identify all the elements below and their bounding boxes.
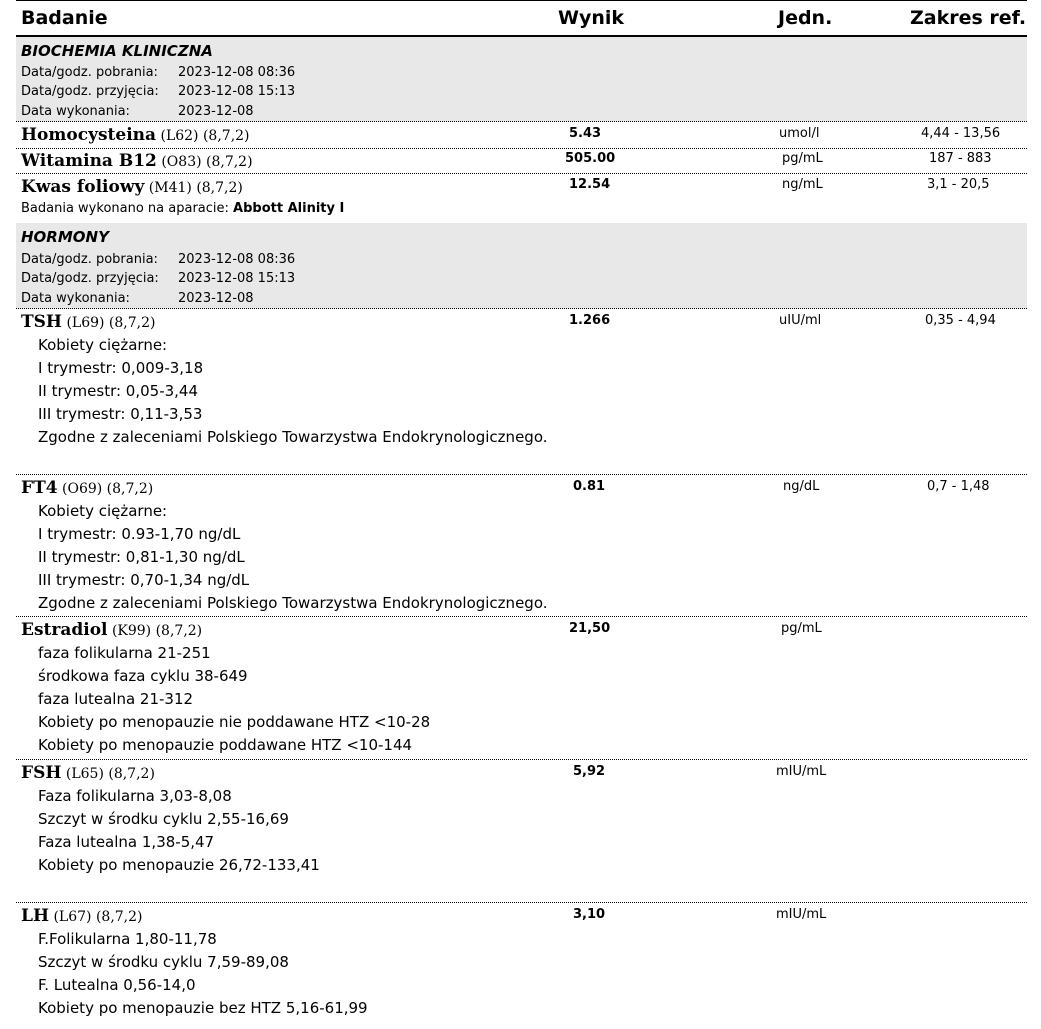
- section-title: BIOCHEMIA KLINICZNA: [21, 42, 213, 60]
- row-divider: [16, 121, 1027, 122]
- reference-note: I trymestr: 0,009-3,18: [38, 359, 204, 377]
- device-info: Badania wykonano na aparacie: Abbott Alinity I: [21, 201, 345, 216]
- result-value: 0.81: [573, 479, 606, 494]
- meta-value: 2023-12-08 08:36: [178, 65, 296, 80]
- result-value: 1.266: [569, 313, 611, 328]
- result-unit: mIU/mL: [776, 907, 827, 922]
- result-value: 21,50: [569, 621, 611, 636]
- reference-range: 0,7 - 1,48: [927, 479, 990, 494]
- meta-label: Data/godz. przyjęcia:: [21, 271, 159, 286]
- meta-label: Data wykonania:: [21, 104, 130, 119]
- header-zakres: Zakres ref.: [910, 7, 1027, 29]
- test-name-b12: Witamina B12 (O83) (8,7,2): [21, 151, 253, 171]
- test-name-fsh: FSH (L65) (8,7,2): [21, 763, 155, 783]
- meta-value: 2023-12-08: [178, 104, 254, 119]
- row-divider: [16, 148, 1027, 149]
- reference-note: Kobiety po menopauzie 26,72-133,41: [38, 856, 320, 874]
- reference-note: Kobiety ciężarne:: [38, 336, 168, 354]
- reference-note: Faza lutealna 1,38-5,47: [38, 833, 215, 851]
- reference-note: II trymestr: 0,05-3,44: [38, 382, 199, 400]
- result-value: 12.54: [569, 177, 611, 192]
- reference-note: F.Folikularna 1,80-11,78: [38, 930, 217, 948]
- reference-note: Kobiety po menopauzie poddawane HTZ <10-144: [38, 736, 413, 754]
- result-unit: ng/mL: [782, 177, 823, 192]
- test-name-ft4: FT4 (O69) (8,7,2): [21, 478, 154, 498]
- reference-note: Faza folikularna 3,03-8,08: [38, 787, 232, 805]
- reference-note: Szczyt w środku cyklu 7,59-89,08: [38, 953, 289, 971]
- section-hormony: [16, 223, 1027, 309]
- result-unit: pg/mL: [782, 151, 823, 166]
- reference-range: 4,44 - 13,56: [921, 126, 1001, 141]
- row-divider: [16, 308, 1027, 309]
- row-divider: [16, 474, 1027, 475]
- header-badanie: Badanie: [21, 7, 108, 29]
- result-unit: pg/mL: [781, 621, 822, 636]
- reference-note: Kobiety ciężarne:: [38, 502, 168, 520]
- meta-value: 2023-12-08 15:13: [178, 271, 296, 286]
- row-divider: [16, 616, 1027, 617]
- result-unit: umol/l: [779, 126, 820, 141]
- meta-value: 2023-12-08 08:36: [178, 252, 296, 267]
- meta-value: 2023-12-08 15:13: [178, 84, 296, 99]
- meta-label: Data/godz. przyjęcia:: [21, 84, 159, 99]
- result-value: 5.43: [569, 126, 602, 141]
- table-header: [16, 0, 1027, 37]
- reference-range: 187 - 883: [929, 151, 992, 166]
- reference-note: Kobiety po menopauzie bez HTZ 5,16-61,99: [38, 999, 368, 1017]
- reference-note: Zgodne z zaleceniami Polskiego Towarzystwa Endokrynologicznego.: [38, 428, 548, 446]
- reference-note: Szczyt w środku cyklu 2,55-16,69: [38, 810, 289, 828]
- test-name-homocysteina: Homocysteina (L62) (8,7,2): [21, 125, 250, 145]
- result-unit: mIU/mL: [776, 764, 827, 779]
- reference-note: F. Lutealna 0,56-14,0: [38, 976, 196, 994]
- test-name-estradiol: Estradiol (K99) (8,7,2): [21, 620, 203, 640]
- reference-note: I trymestr: 0.93-1,70 ng/dL: [38, 525, 241, 543]
- section-biochemia: [16, 37, 1027, 122]
- test-name-lh: LH (L67) (8,7,2): [21, 906, 143, 926]
- result-value: 505.00: [565, 151, 616, 166]
- header-wynik: Wynik: [558, 7, 625, 29]
- test-name-foliowy: Kwas foliowy (M41) (8,7,2): [21, 177, 243, 197]
- reference-note: III trymestr: 0,70-1,34 ng/dL: [38, 571, 250, 589]
- result-unit: ng/dL: [783, 479, 820, 494]
- meta-label: Data/godz. pobrania:: [21, 252, 158, 267]
- reference-range: 0,35 - 4,94: [925, 313, 996, 328]
- header-jedn: Jedn.: [778, 7, 833, 29]
- row-divider: [16, 173, 1027, 174]
- reference-note: Zgodne z zaleceniami Polskiego Towarzystwa Endokrynologicznego.: [38, 594, 548, 612]
- section-title: HORMONY: [21, 228, 109, 246]
- reference-note: Kobiety po menopauzie nie poddawane HTZ <10-28: [38, 713, 431, 731]
- result-value: 5,92: [573, 764, 606, 779]
- reference-note: środkowa faza cyklu 38-649: [38, 667, 248, 685]
- meta-value: 2023-12-08: [178, 291, 254, 306]
- reference-note: II trymestr: 0,81-1,30 ng/dL: [38, 548, 245, 566]
- result-value: 3,10: [573, 907, 606, 922]
- row-divider: [16, 759, 1027, 760]
- reference-note: faza folikularna 21-251: [38, 644, 211, 662]
- meta-label: Data wykonania:: [21, 291, 130, 306]
- reference-range: 3,1 - 20,5: [927, 177, 990, 192]
- test-name-tsh: TSH (L69) (8,7,2): [21, 312, 156, 332]
- reference-note: faza lutealna 21-312: [38, 690, 194, 708]
- meta-label: Data/godz. pobrania:: [21, 65, 158, 80]
- row-divider: [16, 902, 1027, 903]
- result-unit: uIU/ml: [779, 313, 822, 328]
- reference-note: III trymestr: 0,11-3,53: [38, 405, 203, 423]
